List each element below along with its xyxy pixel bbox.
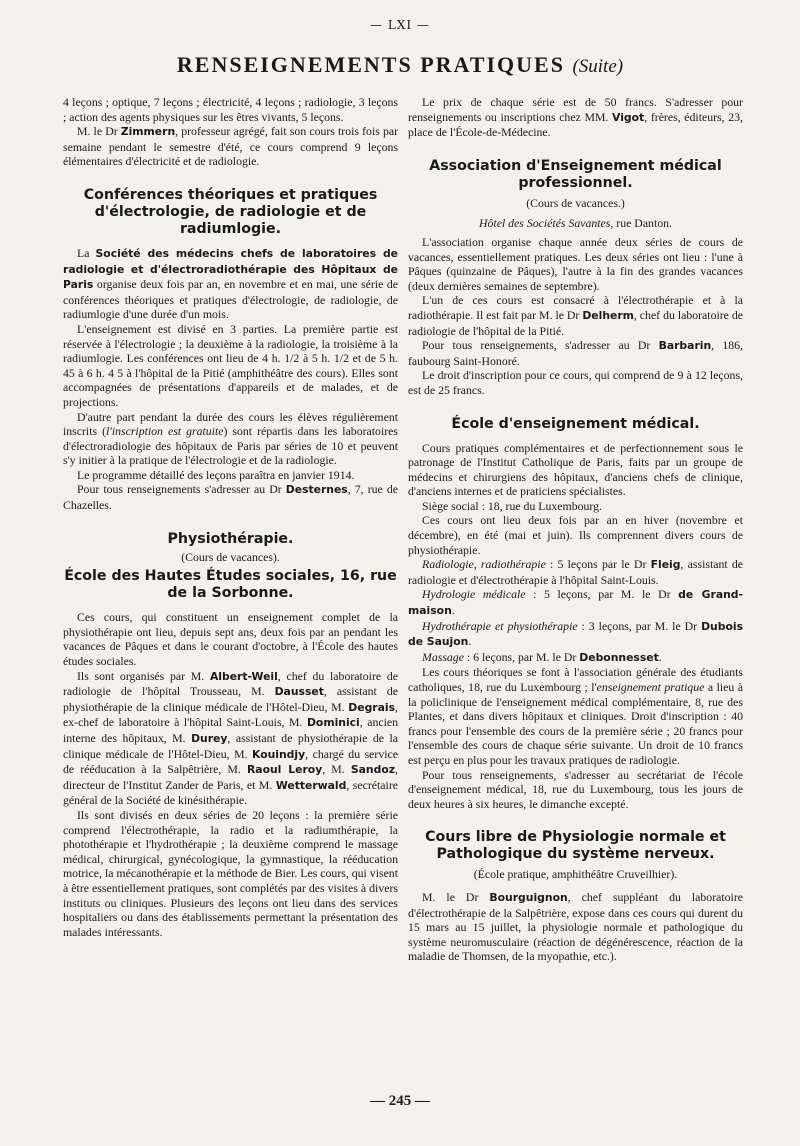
italic-text: enseignement pratique xyxy=(596,680,705,694)
text-span: . xyxy=(468,634,472,649)
person-name: Dominici xyxy=(306,716,360,730)
italic-text: Hydrologie médicale xyxy=(422,587,526,602)
section-subtitle: (Cours de vacances.) xyxy=(526,195,625,210)
section-heading-cours-libre: Cours libre de Physiologie normale et Pathologique du système nerveux. xyxy=(425,829,726,863)
person-name: de Grand-maison xyxy=(408,588,744,618)
page-number: — 245 — xyxy=(370,1093,430,1109)
text-span: , assistant de physiothérapie de la clinique médicale de l'Hôtel-Dieu, M. xyxy=(63,731,398,761)
person-name: Kouindjy xyxy=(252,747,306,761)
section-heading-ecole-hautes-etudes: École des Hautes Études sociales, 16, rue de la Sorbonne. xyxy=(64,568,397,602)
text-span: , assistant de radiologie et d'électrothérapie à l'hôpital Saint-Louis. xyxy=(408,557,743,587)
text-span: , ancien interne des hôpitaux, M. xyxy=(63,715,398,745)
paragraph-intro: 4 leçons ; optique, 7 leçons ; électricité, 4 leçons ; radiologie, 3 leçons ; action des agents physiques sur les êtres vivants, 5 leçons. xyxy=(63,95,398,124)
section-heading-ecole-enseignement: École d'enseignement médical. xyxy=(451,415,700,432)
person-name: Desternes xyxy=(285,483,348,497)
text-span: : 5 leçons par le Dr xyxy=(545,557,651,572)
paragraph-prix xyxy=(408,95,743,140)
paragraph-ens-9: Pour tous renseignements, s'adresser au secrétariat de l'école d'enseignement médical, 18, rue du Luxembourg, tous les jours de deux heures à six heures, le dimanche excepté. xyxy=(408,767,743,811)
text-span: , assistant de physiothérapie de la clinique médicale de l'Hôtel-Dieu, M. xyxy=(63,684,398,714)
paragraph-assoc-2 xyxy=(408,293,743,338)
text-span: : 5 leçons, par M. le Dr xyxy=(525,587,679,602)
person-name: Wetterwald xyxy=(275,778,347,792)
text-span: , chef du laboratoire de radiologie de l'hôpital Trousseau, M. xyxy=(63,668,398,699)
text-span: , 186, faubourg Saint-Honoré. xyxy=(408,338,743,368)
section-location xyxy=(408,216,743,231)
paragraph-assoc-1: L'association organise chaque année deux séries de cours de vacances, essentiellement pratiques. Les deux séries ont lieu : l'une à Pâques (quinzaine de Pâques), l'autre à la fin des grandes vacances (deux dernières semaines de septembre). xyxy=(408,234,743,293)
person-name: Dausset xyxy=(274,685,324,699)
person-name: Bourguignon xyxy=(489,890,568,904)
text-span: , chef du laboratoire de radiologie de l'hôpital de la Pitié. xyxy=(408,307,744,338)
text-span: , frères, éditeurs, 23, place de l'École-de-Médecine. xyxy=(408,109,743,140)
paragraph-ens-8 xyxy=(408,665,743,767)
paragraph-conf-4: Le programme détaillé des leçons paraîtra en janvier 1914. xyxy=(77,467,355,482)
text-span: Les cours théoriques se font à l'association générale des étudiants catholiques, 18, rue du Luxembourg ; l' xyxy=(408,665,743,694)
italic-text: Hydrothérapie et physiothérapie xyxy=(422,618,578,633)
text-span: ) sont répartis dans les laboratoires d'électroradiologie des hôpitaux de Paris par séries de 10 et peuvent s'y initier à la pratique de l'électrologie et de la radiologie. xyxy=(63,424,398,468)
text-span: Pour tous renseignements s'adresser au Dr xyxy=(77,482,286,497)
organization-name: Société des médecins chefs de laboratoires de radiologie et d'électroradiothérapie des Hôpitaux de Paris xyxy=(63,246,398,292)
text-span: , chef suppléant du laboratoire d'électrothérapie de la Salpêtrière, expose dans ces cours qui durent du 15 mars au 15 juillet, la physiologie normale et pathologique du système neuromusculaire (réaction de dégénérescence, réaction de la maladie de Thomsen, de la myopathie, etc.). xyxy=(408,889,743,964)
person-name: Debonnesset xyxy=(579,650,659,664)
text-span: M. le Dr xyxy=(422,889,490,904)
person-name: Degrais xyxy=(348,700,396,714)
person-name: Barbarin xyxy=(658,339,712,353)
right-column xyxy=(408,95,743,964)
person-name: Zimmern xyxy=(120,125,176,139)
text-span: , professeur agrégé, fait son cours trois fois par semaine pendant le semestre d'été, ce cours comprend 9 leçons élémentaires d'électricité et de radiologie. xyxy=(63,124,399,169)
italic-text: Radiologie, radiothérapie xyxy=(422,557,546,572)
section-heading-association: Association d'Enseignement médical professionnel. xyxy=(429,157,722,191)
section-heading-conferences: Conférences théoriques et pratiques d'électrologie, de radiologie et de radiumlogie. xyxy=(83,186,378,237)
italic-text: Hôtel des Sociétés Savantes xyxy=(479,216,611,231)
text-span: , secrétaire général de la Société de kinésithérapie. xyxy=(63,777,398,808)
text-span: D'autre part pendant la durée des cours les élèves régulièrement inscrits ( xyxy=(63,409,398,439)
text-span: , chargé du service de rééducation à la Salpêtrière, M. xyxy=(63,746,398,777)
paragraph-conf-3 xyxy=(63,410,398,468)
person-name: Dubois de Saujon xyxy=(408,619,744,649)
text-span: a lieu à la policlinique de l'enseignement médical complémentaire, 8, rue des Plantes, et dans divers hôpitaux et cliniques. Droit d'inscription : 40 francs pour l'ensemble des cours de la première série ; 20 francs pour l'ensemble des cours de chaque série suivante. Un droit de 10 francs est perçu en plus pour les travaux pratiques de radiologie. xyxy=(408,680,743,767)
paragraph-conf-5 xyxy=(63,482,398,512)
text-span: L'un de ces cours est consacré à l'électrothérapie et à la radiothérapie. Il est fait par M. le Dr xyxy=(408,293,743,322)
person-name: Vigot xyxy=(612,110,645,124)
section-heading-physiotherapie: Physiothérapie. xyxy=(167,530,294,547)
paragraph-ens-1: Cours pratiques complémentaires et de perfectionnement sous le patronage de l'Institut Catholique de Paris, faits par un groupe de médecins et chirurgiens des hôpitaux, d'anciens chefs de clinique, d'anciens internes et de praticiens spécialistes. xyxy=(408,440,743,499)
section-subtitle: (Cours de vacances). xyxy=(181,549,280,564)
paragraph-ecole-1: Ces cours, qui constituent un enseignement complet de la physiothérapie ont lieu, depuis sept ans, deux fois par an pendant les vacances de Pâques et dans le courant d'octobre, à l'École des hautes études sociales. xyxy=(63,610,398,669)
text-span: M. le Dr xyxy=(77,124,121,139)
text-span: . xyxy=(658,649,662,664)
person-name: Albert-Weil xyxy=(209,669,278,683)
section-subtitle: (École pratique, amphithéâtre Cruveilhier). xyxy=(473,867,678,882)
paragraph-ens-5 xyxy=(408,587,743,618)
left-column xyxy=(63,95,398,939)
text-span: Le prix de chaque série est de 50 francs. S'adresser pour renseignements ou inscriptions chez MM. xyxy=(408,95,743,124)
page-title-text: RENSEIGNEMENTS PRATIQUES xyxy=(176,52,565,77)
paragraph-assoc-3 xyxy=(408,338,743,368)
text-span: , 7, rue de Chazelles. xyxy=(63,482,398,513)
paragraph-ecole-2 xyxy=(63,669,398,808)
text-span: , directeur de l'Institut Zander de Paris, et M. xyxy=(63,762,398,792)
person-name: Sandoz xyxy=(350,763,396,777)
text-span: organise deux fois par an, en novembre et en mai, une série de conférences théoriques et pratiques d'électrologie, de radiologie, de radiumlogie d'une durée d'un mois. xyxy=(63,277,398,322)
paragraph-ecole-3: Ils sont divisés en deux séries de 20 leçons : la première série comprend l'électrothérapie, la radio et la radiumthérapie, la photothérapie et l'hydrothérapie ; la deuxième comprend le massage médical, chirurgical, gynécologique, la gymnastique, la rééducation motrice, la mécanothérapie et la méthode de Bier. Les cours, qui visent à être essentiellement pratiques, sont complétés par des visites à divers instituts ou cliniques. Plusieurs des leçons ont lieu dans des services hospitaliers ou dans des établissements permettant la présentation des malades intéressants. xyxy=(63,807,398,939)
paragraph-ens-2: Siège social : 18, rue du Luxembourg. xyxy=(422,498,602,513)
paragraph-conf-2: L'enseignement est divisé en 3 parties. La première partie est réservée à l'électrologie ; la deuxième à la radiologie, la troisième à la radiumlogie. Les conférences ont lieu de 4 h. 1/2 à 5 h. 1/2 et de 5 h. 45 à 6 h. 4 5 à l'hôpital de la Pitié (amphithéâtre des cours). Elles sont accompagnées de présentations d'appareils et de malades, et de projections. xyxy=(63,321,398,409)
page-title-suffix: (Suite) xyxy=(572,56,624,77)
text-span: : 3 leçons, par M. le Dr xyxy=(577,618,702,633)
paragraph-ens-7 xyxy=(408,650,743,666)
paragraph-conf-1 xyxy=(63,246,398,322)
paragraph-ens-4 xyxy=(408,557,743,587)
text-span: Pour tous renseignements, s'adresser au Dr xyxy=(422,338,659,353)
text-span: , M. xyxy=(322,762,351,777)
running-roman-numeral: — LXI — xyxy=(370,18,430,32)
text-span: , rue Danton. xyxy=(610,216,672,231)
italic-text: Massage xyxy=(422,649,464,664)
person-name: Delherm xyxy=(582,308,634,322)
page-title xyxy=(0,52,800,78)
text-span: : 6 leçons, par M. le Dr xyxy=(463,649,580,664)
person-name: Raoul Leroy xyxy=(246,763,323,777)
person-name: Fleig xyxy=(650,558,681,572)
italic-text: l'inscription est gratuite xyxy=(106,424,224,439)
text-span: La xyxy=(77,245,96,260)
person-name: Durey xyxy=(191,732,228,745)
paragraph-bourguignon xyxy=(408,890,743,964)
paragraph-ens-3: Ces cours ont lieu deux fois par an en hiver (novembre et décembre), en été (mai et juin). Ils comprennent divers cours de physiothérapie. xyxy=(408,513,743,557)
paragraph-zimmern xyxy=(63,124,398,169)
text-span: , ex-chef de laboratoire à l'hôpital Saint-Louis, M. xyxy=(63,699,398,730)
paragraph-ens-6 xyxy=(408,619,743,650)
text-span: . xyxy=(451,603,455,618)
paragraph-assoc-4: Le droit d'inscription pour ce cours, qui comprend de 9 à 12 leçons, est de 25 francs. xyxy=(408,368,743,397)
text-span: Ils sont organisés par M. xyxy=(77,668,210,683)
